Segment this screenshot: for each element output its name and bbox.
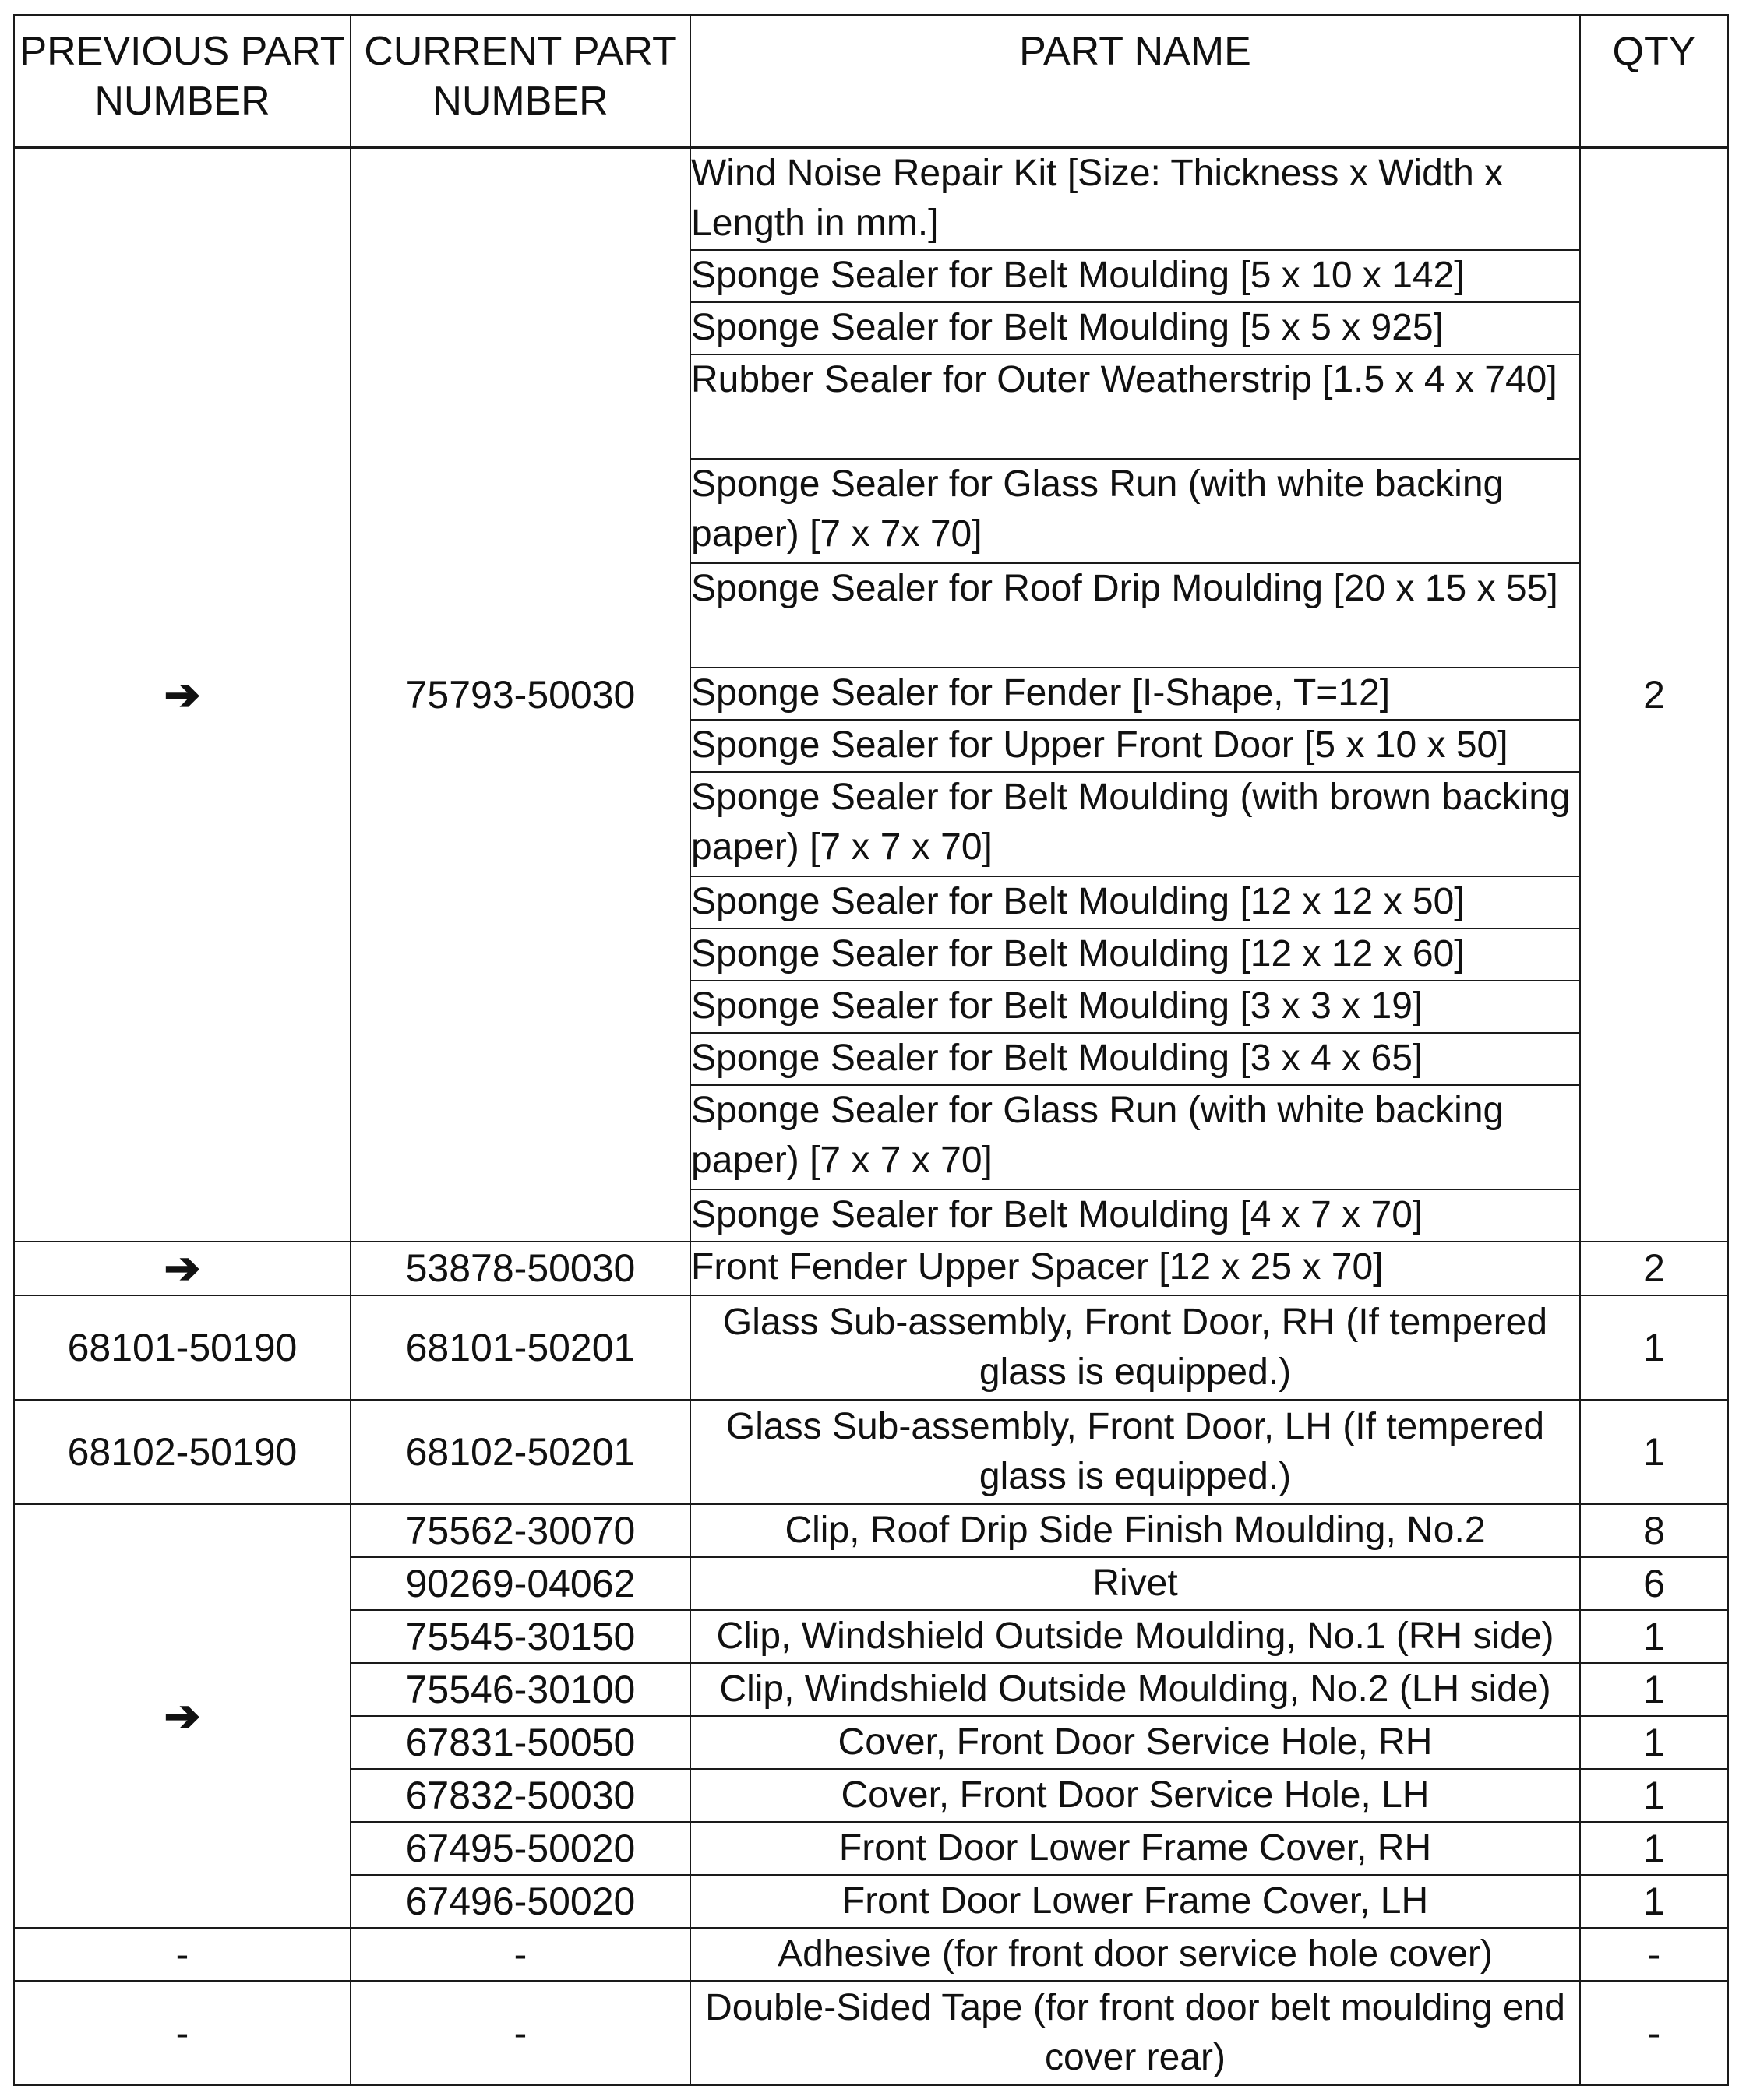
current-part-number: 53878-50030 xyxy=(351,1242,690,1295)
qty: 1 xyxy=(1580,1663,1728,1716)
part-name: Rubber Sealer for Outer Weatherstrip [1.5 x 4 x 740] xyxy=(690,354,1580,459)
qty: 1 xyxy=(1580,1400,1728,1504)
current-part-number: 90269-04062 xyxy=(351,1557,690,1610)
qty: 1 xyxy=(1580,1822,1728,1875)
qty: 1 xyxy=(1580,1769,1728,1822)
part-name: Sponge Sealer for Belt Moulding [5 x 10 x 142] xyxy=(690,250,1580,302)
part-name: Sponge Sealer for Glass Run (with white backing paper) [7 x 7 x 70] xyxy=(690,1085,1580,1189)
qty: 1 xyxy=(1580,1610,1728,1663)
qty: 1 xyxy=(1580,1875,1728,1928)
arrow-icon: ➔ xyxy=(14,1504,351,1928)
part-name: Glass Sub-assembly, Front Door, LH (If tempered glass is equipped.) xyxy=(690,1400,1580,1504)
current-part-number: 75545-30150 xyxy=(351,1610,690,1663)
qty: 6 xyxy=(1580,1557,1728,1610)
part-name: Sponge Sealer for Roof Drip Moulding [20 x 15 x 55] xyxy=(690,563,1580,668)
part-name: Front Fender Upper Spacer [12 x 25 x 70] xyxy=(690,1242,1580,1295)
part-name: Wind Noise Repair Kit [Size: Thickness x Width x Length in mm.] xyxy=(690,147,1580,250)
part-name: Cover, Front Door Service Hole, RH xyxy=(690,1716,1580,1769)
current-part-number: 67495-50020 xyxy=(351,1822,690,1875)
table-row xyxy=(14,147,1728,250)
qty: 8 xyxy=(1580,1504,1728,1557)
current-part-number: - xyxy=(351,1928,690,1981)
part-name: Sponge Sealer for Upper Front Door [5 x 10 x 50] xyxy=(690,720,1580,772)
part-name: Double-Sided Tape (for front door belt moulding end cover rear) xyxy=(690,1981,1580,2085)
current-part-number: 67496-50020 xyxy=(351,1875,690,1928)
table-row xyxy=(14,1928,1728,1981)
previous-part-number: 68102-50190 xyxy=(14,1400,351,1504)
parts-table xyxy=(13,14,1729,2086)
part-name: Clip, Roof Drip Side Finish Moulding, No.2 xyxy=(690,1504,1580,1557)
current-part-number: 75793-50030 xyxy=(351,147,690,1242)
part-name: Sponge Sealer for Belt Moulding [12 x 12 x 60] xyxy=(690,928,1580,981)
part-name: Sponge Sealer for Belt Moulding [4 x 7 x 70] xyxy=(690,1189,1580,1242)
current-part-number: 75562-30070 xyxy=(351,1504,690,1557)
qty: 2 xyxy=(1580,1242,1728,1295)
previous-part-number: - xyxy=(14,1981,351,2085)
part-name: Sponge Sealer for Fender [I-Shape, T=12] xyxy=(690,668,1580,720)
arrow-icon: ➔ xyxy=(14,1242,351,1295)
header-row xyxy=(14,15,1728,147)
header-qty: QTY xyxy=(1580,15,1728,147)
part-name: Sponge Sealer for Glass Run (with white backing paper) [7 x 7x 70] xyxy=(690,459,1580,563)
previous-part-number: 68101-50190 xyxy=(14,1295,351,1400)
current-part-number: 68102-50201 xyxy=(351,1400,690,1504)
qty: 1 xyxy=(1580,1716,1728,1769)
part-name: Sponge Sealer for Belt Moulding [12 x 12 x 50] xyxy=(690,876,1580,928)
current-part-number: 68101-50201 xyxy=(351,1295,690,1400)
part-name: Clip, Windshield Outside Moulding, No.1 (RH side) xyxy=(690,1610,1580,1663)
part-name: Sponge Sealer for Belt Moulding [5 x 5 x 925] xyxy=(690,302,1580,354)
current-part-number: 75546-30100 xyxy=(351,1663,690,1716)
current-part-number: 67832-50030 xyxy=(351,1769,690,1822)
part-name: Clip, Windshield Outside Moulding, No.2 (LH side) xyxy=(690,1663,1580,1716)
previous-part-number: - xyxy=(14,1928,351,1981)
part-name: Sponge Sealer for Belt Moulding [3 x 4 x 65] xyxy=(690,1033,1580,1085)
qty: - xyxy=(1580,1981,1728,2085)
part-name: Cover, Front Door Service Hole, LH xyxy=(690,1769,1580,1822)
current-part-number: 67831-50050 xyxy=(351,1716,690,1769)
arrow-icon: ➔ xyxy=(14,147,351,1242)
qty: - xyxy=(1580,1928,1728,1981)
part-name: Front Door Lower Frame Cover, RH xyxy=(690,1822,1580,1875)
part-name: Sponge Sealer for Belt Moulding (with brown backing paper) [7 x 7 x 70] xyxy=(690,772,1580,876)
part-name: Sponge Sealer for Belt Moulding [3 x 3 x 19] xyxy=(690,981,1580,1033)
header-previous-part-number: PREVIOUS PART NUMBER xyxy=(14,15,351,147)
part-name: Rivet xyxy=(690,1557,1580,1610)
part-name: Front Door Lower Frame Cover, LH xyxy=(690,1875,1580,1928)
current-part-number: - xyxy=(351,1981,690,2085)
table-row xyxy=(14,1981,1728,2085)
part-name: Glass Sub-assembly, Front Door, RH (If tempered glass is equipped.) xyxy=(690,1295,1580,1400)
part-name: Adhesive (for front door service hole cover) xyxy=(690,1928,1580,1981)
table-row xyxy=(14,1400,1728,1504)
table-row xyxy=(14,1504,1728,1557)
table-row xyxy=(14,1242,1728,1295)
table-row xyxy=(14,1295,1728,1400)
header-part-name: PART NAME xyxy=(690,15,1580,147)
qty: 1 xyxy=(1580,1295,1728,1400)
header-current-part-number: CURRENT PART NUMBER xyxy=(351,15,690,147)
qty: 2 xyxy=(1580,147,1728,1242)
